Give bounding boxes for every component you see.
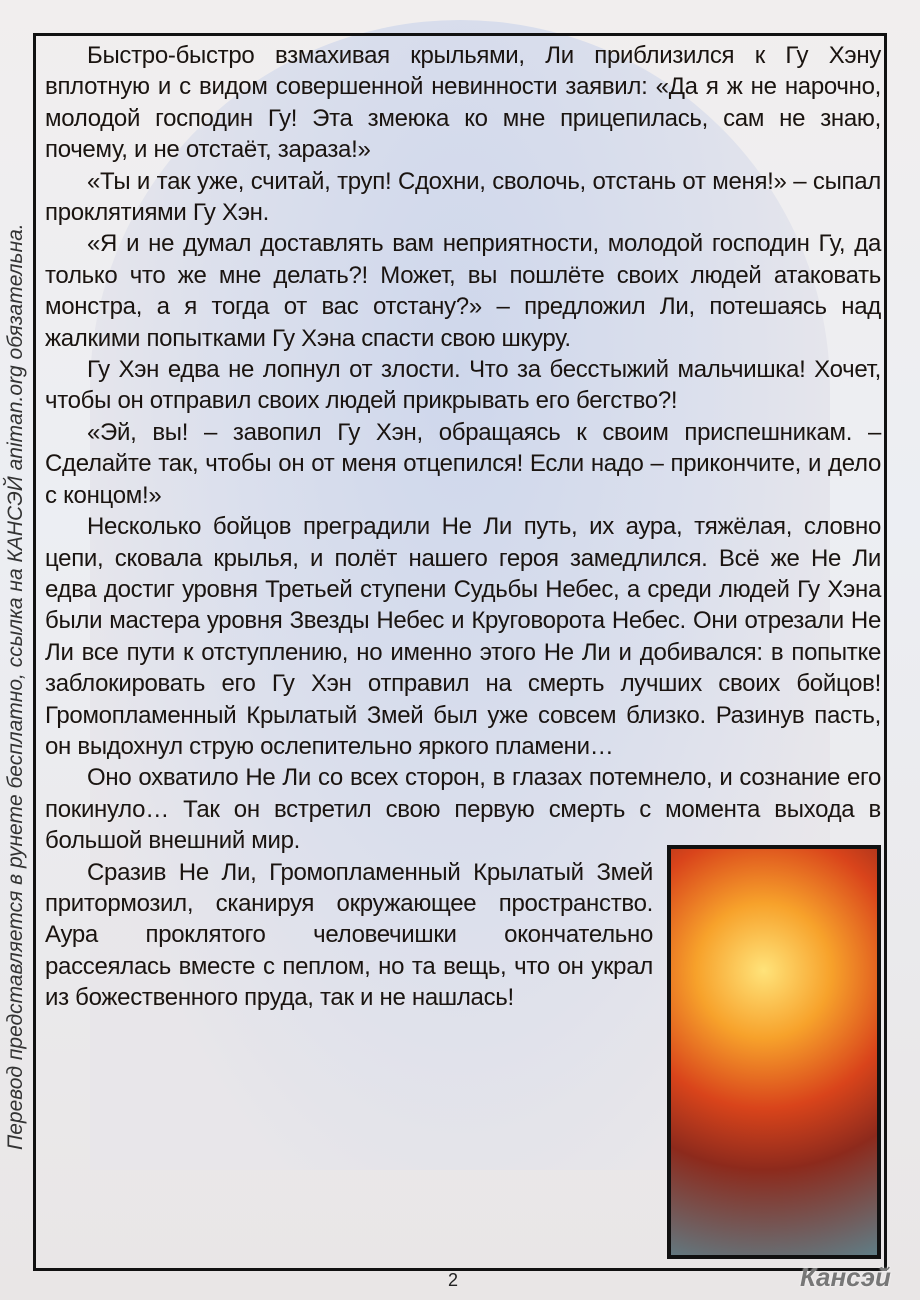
paragraph: «Я и не думал доставлять вам неприятности, молодой господин Гу, да только что же мне делать?! Может, вы пошлёте своих людей атаковать монстра, а я тогда от вас отстану?» – предложил Ли, потешаясь над жалкими попытками Гу Хэна спасти свою шкуру. (45, 230, 881, 352)
story-text (45, 40, 881, 1259)
paragraph: Быстро-быстро взмахивая крыльями, Ли приблизился к Гу Хэну вплотную и с видом совершенной невинности заявил: «Да я ж не нарочно, молодой господин Гу! Эта змеюка ко мне прицепилась, сам не знаю, почему, и не отстаёт, зараза!» (45, 42, 881, 164)
page-number: 2 (448, 1270, 459, 1290)
paragraph: «Ты и так уже, считай, труп! Сдохни, сволочь, отстань от меня!» – сыпал проклятиями Гу Хэн. (45, 167, 881, 227)
paragraph: Несколько бойцов преградили Не Ли путь, их аура, тяжёлая, словно цепи, сковала крылья, и полёт нашего героя замедлился. Всё же Не Ли едва достиг уровня Третьей ступени Судьбы Небес, а среди людей Гу Хэна были мастера уровня Звезды Небес и Круговорота Небес. Они отрезали Не Ли все пути к отступлению, но именно этого Не Ли и добивался: в попытке заблокировать его Гу Хэн отправил на смерть лучших своих бойцов! Громопламенный Крылатый Змей был уже совсем близко. Разинув пасть, он выдохнул струю ослепительно яркого пламени… (45, 513, 881, 760)
illustration-hero-in-flames (667, 845, 881, 1259)
kansei-logo: Кансэй (800, 1262, 891, 1292)
paragraph: Оно охватило Не Ли со всех сторон, в глазах потемнело, и сознание его покинуло… Так он встретил свою первую смерть с момента выхода в большой внешний мир. (45, 764, 881, 855)
paragraph: Гу Хэн едва не лопнул от злости. Что за бесстыжий мальчишка! Хочет, чтобы он отправил своих людей прикрывать его бегство?! (45, 356, 881, 415)
side-credit-note: Перевод представляется в рунете бесплатно, ссылка на КАНСЭЙ animan.org обязательна. (4, 223, 27, 1150)
paragraph: Сразив Не Ли, Громопламенный Крылатый Змей притормозил, сканируя окружающее пространство. Аура проклятого человечишки окончательно рассеялась вместе с пеплом, но та вещь, что он украл из божественного пруда, так и не нашлась! (45, 858, 653, 1012)
paragraph: «Эй, вы! – завопил Гу Хэн, обращаясь к своим приспешникам. – Сделайте так, чтобы он от меня отцепился! Если надо – прикончите, и дело с концом!» (45, 418, 881, 509)
